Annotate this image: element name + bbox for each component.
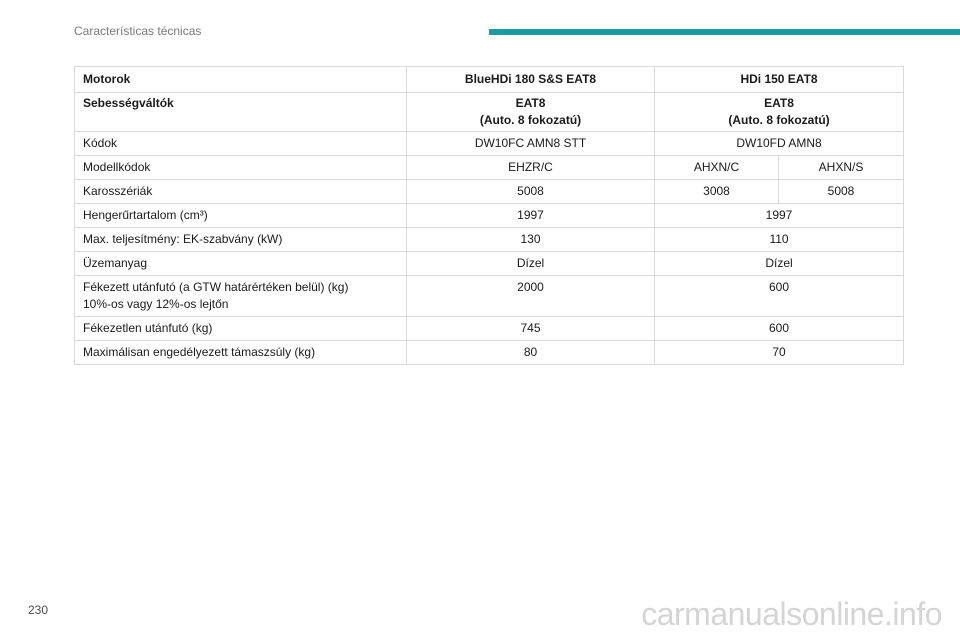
page-number: 230: [28, 603, 49, 617]
engine-1-fuel: Dízel: [407, 252, 655, 276]
engine-1-braked-trailer: 2000: [407, 276, 655, 317]
model-code-1: EHZR/C: [407, 156, 655, 180]
row-label-codes: Kódok: [75, 132, 407, 156]
row-label-power: Max. teljesítmény: EK-szabvány (kW): [75, 228, 407, 252]
body-3: 5008: [779, 180, 904, 204]
engine-2-gearbox: [655, 93, 904, 132]
header-accent-bar: [489, 29, 960, 35]
engine-1-power: 130: [407, 228, 655, 252]
row-label-bodies: Karosszériák: [75, 180, 407, 204]
engine-2-braked-trailer: 600: [655, 276, 904, 317]
table-row-unbraked-trailer: [75, 317, 904, 341]
engine-1-gearbox: [407, 93, 655, 132]
model-code-2: AHXN/C: [655, 156, 779, 180]
table-row-fuel: [75, 252, 904, 276]
engine-2-fuel: Dízel: [655, 252, 904, 276]
table-row-nose-weight: [75, 341, 904, 365]
engine-2-displacement: 1997: [655, 204, 904, 228]
engine-1-nose-weight: 80: [407, 341, 655, 365]
row-label-unbraked-trailer: Fékezetlen utánfutó (kg): [75, 317, 407, 341]
table-row-displacement: [75, 204, 904, 228]
table-row-gearbox: [75, 93, 904, 132]
watermark: carmanualsonline.info: [641, 596, 942, 632]
engine-2-code: DW10FD AMN8: [655, 132, 904, 156]
engine-2-name: HDi 150 EAT8: [655, 67, 904, 93]
engine-1-gearbox-type: EAT8: [515, 96, 546, 110]
engine-2-gearbox-desc: (Auto. 8 fokozatú): [728, 113, 830, 127]
row-label-fuel: Üzemanyag: [75, 252, 407, 276]
row-label-gearbox: Sebességváltók: [75, 93, 407, 132]
table-row-engines: [75, 67, 904, 93]
row-label-model-codes: Modellkódok: [75, 156, 407, 180]
table-row-power: [75, 228, 904, 252]
engine-2-unbraked-trailer: 600: [655, 317, 904, 341]
body-2: 3008: [655, 180, 779, 204]
row-label-engines: Motorok: [75, 67, 407, 93]
row-label-displacement: Hengerűrtartalom (cm³): [75, 204, 407, 228]
engine-1-code: DW10FC AMN8 STT: [407, 132, 655, 156]
row-label-braked-trailer: [75, 276, 407, 317]
row-label-nose-weight: Maximálisan engedélyezett támaszsúly (kg): [75, 341, 407, 365]
engine-1-unbraked-trailer: 745: [407, 317, 655, 341]
body-1: 5008: [407, 180, 655, 204]
table-row-codes: [75, 132, 904, 156]
engine-1-name: BlueHDi 180 S&S EAT8: [407, 67, 655, 93]
engine-2-gearbox-type: EAT8: [764, 96, 794, 110]
engine-1-displacement: 1997: [407, 204, 655, 228]
table-row-bodies: [75, 180, 904, 204]
braked-trailer-label: Fékezett utánfutó (a GTW határértéken belül) (kg): [83, 280, 349, 294]
table-row-model-codes: [75, 156, 904, 180]
braked-trailer-gradient: 10%-os vagy 12%-os lejtőn: [83, 297, 229, 311]
model-code-3: AHXN/S: [779, 156, 904, 180]
table-row-braked-trailer: [75, 276, 904, 317]
technical-specs-table: [74, 66, 904, 365]
engine-1-gearbox-desc: (Auto. 8 fokozatú): [479, 113, 582, 127]
section-title: Características técnicas: [74, 24, 202, 38]
engine-2-nose-weight: 70: [655, 341, 904, 365]
engine-2-power: 110: [655, 228, 904, 252]
